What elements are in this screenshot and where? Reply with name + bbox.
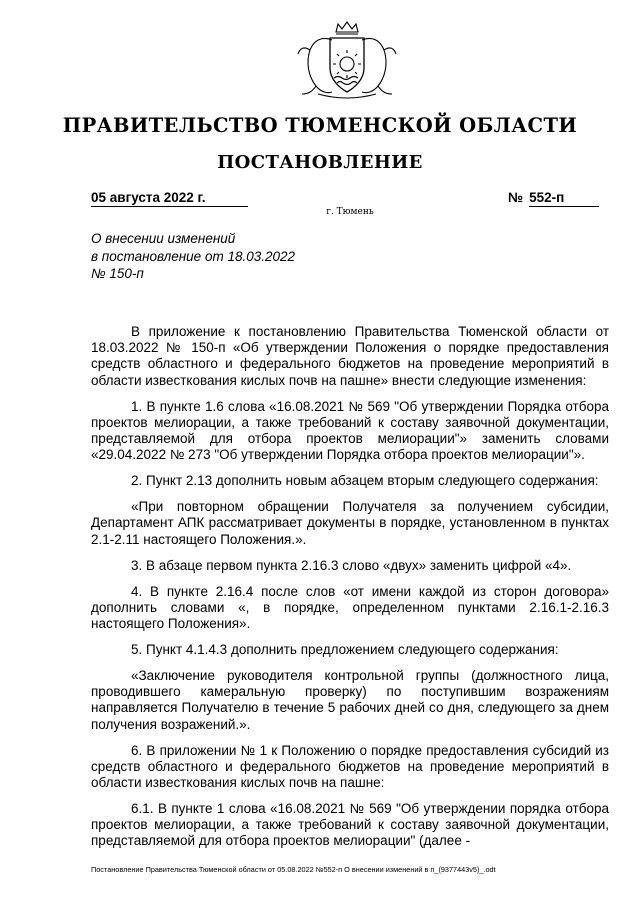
body-paragraph: 2. Пункт 2.13 дополнить новым абзацем вторым следующего содержания: bbox=[131, 473, 599, 489]
document-subject bbox=[91, 230, 295, 283]
body-paragraph: 6. В приложении № 1 к Положению о порядке предоставления субсидий из средств областного и федерального бюджетов на проведение мероприятий в области известкования кислых почв на пашне: bbox=[91, 742, 609, 791]
page-footer: Постановление Правительства Тюменской области от 05.08.2022 №552-п О внесении изменений в п_(9377443v5)_.odt bbox=[91, 865, 496, 874]
body-paragraph: «Заключение руководителя контрольной группы (должностного лица, проводившего камеральную проверку) по поступившим возражениям направляется Получателю в течение 5 рабочих дней со дня, следующего за днем получения возражений.». bbox=[91, 668, 609, 732]
subject-line: в постановление от 18.03.2022 bbox=[91, 248, 296, 264]
body-paragraph: 1. В пункте 1.6 слова «16.08.2021 № 569 "Об утверждении Порядка отбора проектов мелиорации, а также требований к составу заявочной документации, представляемой для отбора проектов мелиорации"» заменить словами «29.04.2022 № 273 "Об утверждении Порядка отбора проектов мелиорации"». bbox=[91, 398, 609, 463]
body-paragraph: В приложение к постановлению Правительства Тюменской области от 18.03.2022 № 150-п «Об утверждении Положения о порядке предоставления средств областного и федерального бюджетов на проведение мероприятий в области известкования кислых почв на пашне» внести следующие изменения: bbox=[91, 324, 609, 388]
number-label: № bbox=[508, 190, 524, 205]
body-paragraph: «При повторном обращении Получателя за получением субсидии, Департамент АПК рассматривает документы в порядке, установленном в пунктах 2.1-2.11 настоящего Положения.». bbox=[91, 499, 609, 547]
document-number-field bbox=[508, 190, 599, 207]
body-paragraph: 3. В абзаце первом пункта 2.16.3 слово «двух» заменить цифрой «4». bbox=[131, 557, 572, 573]
body-paragraph: 4. В пункте 2.16.4 после слов «от имени каждой из сторон договора» дополнить словами «, в порядке, определенном пунктами 2.16.1-2.16.3 настоящего Положения». bbox=[91, 583, 609, 632]
document-number: 552-п bbox=[529, 190, 599, 207]
body-paragraph: 6.1. В пункте 1 слова «16.08.2021 № 569 "Об утверждении порядка отбора проектов мелиорации, а также требований к составу заявочной документации, представляемой для отбора проектов мелиорации" (далее - bbox=[91, 801, 609, 849]
coat-of-arms-icon bbox=[292, 20, 402, 100]
document-date: 05 августа 2022 г. bbox=[91, 190, 248, 207]
document-type: ПОСТАНОВЛЕНИЕ bbox=[217, 152, 423, 173]
city: г. Тюмень bbox=[326, 207, 374, 217]
body-paragraph: 5. Пункт 4.1.4.3 дополнить предложением следующего содержания: bbox=[131, 642, 559, 658]
subject-line: № 150-п bbox=[91, 266, 144, 281]
government-name: ПРАВИТЕЛЬСТВО ТЮМЕНСКОЙ ОБЛАСТИ bbox=[62, 114, 578, 137]
subject-line: О внесении изменений bbox=[91, 231, 236, 246]
document-body bbox=[91, 324, 609, 859]
